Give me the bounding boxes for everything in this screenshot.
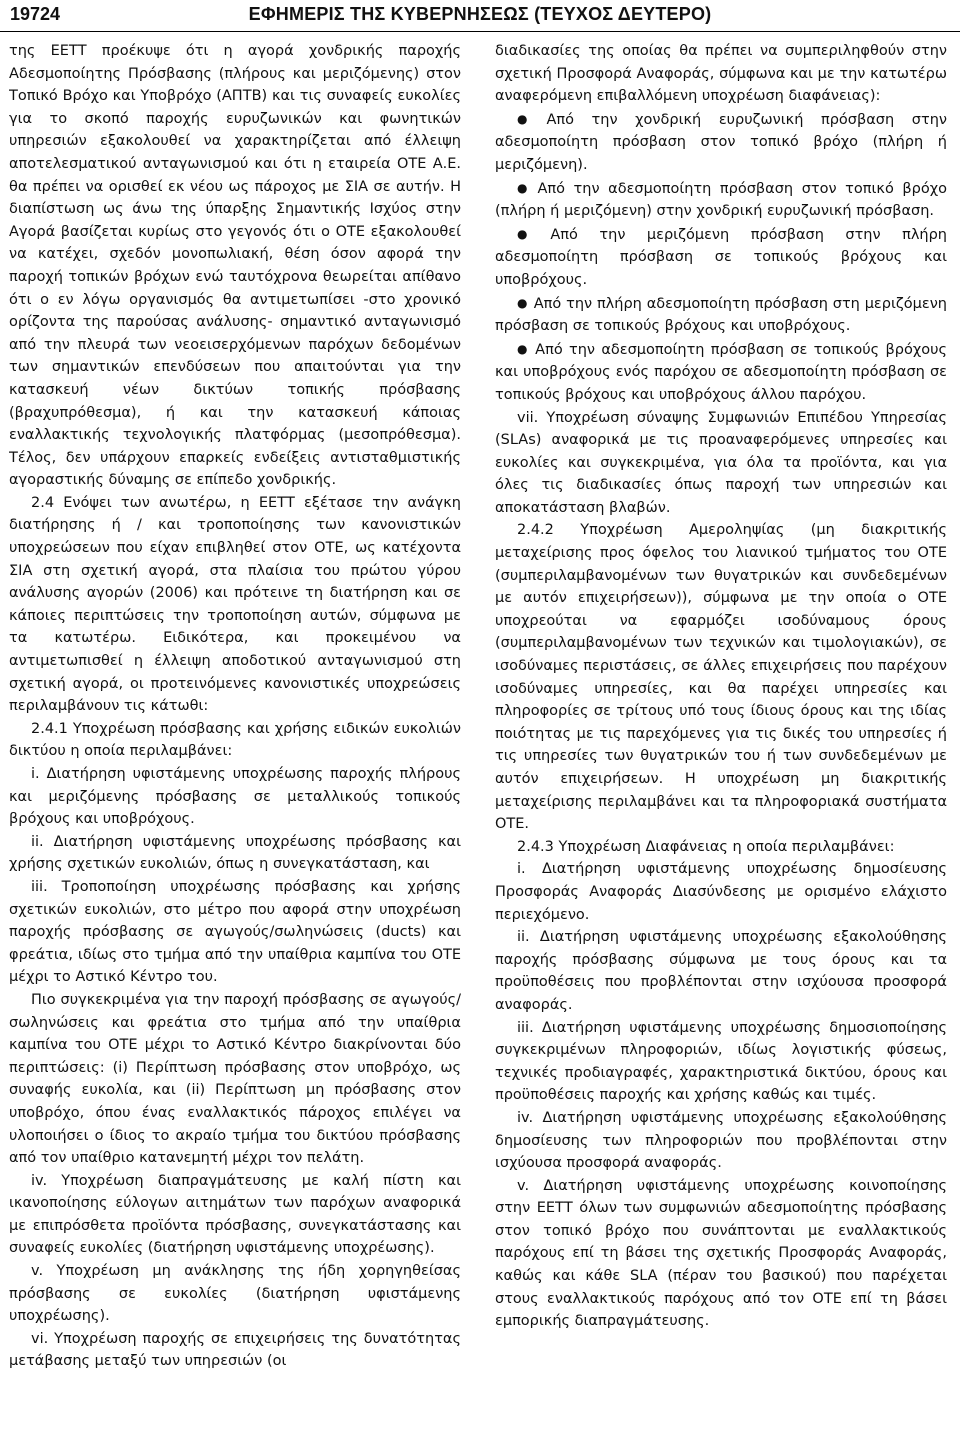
paragraph: v. Υποχρέωση μη ανάκλησης της ήδη χορηγηθείσας πρόσβασης σε ευκολίες (διατήρηση υφιστάμενης υποχρέωσης). <box>9 1263 461 1325</box>
page-number: 19724 <box>10 4 61 24</box>
paragraph: iii. Τροποποίηση υποχρέωσης πρόσβασης και χρήσης σχετικών ευκολιών, στο μέτρο που αφορά στην υποχρέωση παροχής πρόσβασης σε αγωγούς/σωληνώσεις (ducts) και φρεάτια, ιδίως στο τμήμα από την υπαίθρια καμπίνα του ΟΤΕ μέχρι το Αστικό Κέντρο του. <box>9 878 461 986</box>
left-column <box>9 40 461 1425</box>
bullet-paragraph: ● Από την αδεσμοποίητη πρόσβαση σε τοπικούς βρόχους και υποβρόχους ενός παρόχου σε αδεσμοποίητη πρόσβαση σε τοπικούς βρόχους και υποβρόχους άλλου παρόχου. <box>495 338 947 407</box>
bullet-paragraph: ● Από την μεριζόμενη πρόσβαση στην πλήρη αδεσμοποίητη πρόσβαση σε τοπικούς βρόχους και υποβρόχους. <box>495 223 947 292</box>
paragraph: ii. Διατήρηση υφιστάμενης υποχρέωσης εξακολούθησης παροχής πρόσβασης σύμφωνα με τους όρους και τα προϋποθέσεις που προβλέπονται στην ισχύουσα προσφορά αναφοράς. <box>495 929 947 1013</box>
paragraph: Πιο συγκεκριμένα για την παροχή πρόσβασης σε αγωγούς/σωληνώσεις και φρεάτια στο τμήμα από την υπαίθρια καμπίνα του ΟΤΕ μέχρι το Αστικό Κέντρο διακρίνονται δύο περιπτώσεις: (i) Περίπτωση πρόσβασης στον υποβρόχο, ως συναφής ευκολία, και (ii) Περίπτωση μη πρόσβασης στον υποβρόχο, όπου ένας εναλλακτικός πάροχος επιλέγει να υλοποιήσει ο ίδιος το ακραίο τμήμα του δικτύου πρόσβασης από τον υπαίθριο κατανεμητή μέχρι τον πελάτη. <box>9 991 461 1167</box>
paragraph: iv. Διατήρηση υφιστάμενης υποχρέωσης εξακολούθησης δημοσίευσης των πληροφοριών που προβλέπονται στην ισχύουσα προσφορά αναφοράς. <box>495 1109 947 1172</box>
paragraph: vi. Υποχρέωση παροχής σε επιχειρήσεις της δυνατότητας μετάβασης μεταξύ των υπηρεσιών (οι <box>9 1330 461 1370</box>
journal-title: ΕΦΗΜΕΡΙΣ ΤΗΣ ΚΥΒΕΡΝΗΣΕΩΣ (ΤΕΥΧΟΣ ΔΕΥΤΕΡΟ) <box>248 4 712 24</box>
paragraph: διαδικασίες της οποίας θα πρέπει να συμπεριληφθούν στην σχετική Προσφορά Αναφοράς, σύμφωνα και με την κατωτέρω αναφερόμενη επιβαλλόμενη υποχρέωση διαφάνειας): <box>495 43 947 105</box>
right-column <box>495 40 947 1425</box>
paragraph: 2.4.3 Υποχρέωση Διαφάνειας η οποία περιλαμβάνει: <box>517 838 895 855</box>
paragraph: i. Διατήρηση υφιστάμενης υποχρέωσης δημοσίευσης Προσφοράς Αναφοράς Διασύνδεσης με ορισμένο ελάχιστο περιεχόμενο. <box>495 861 947 923</box>
page-header <box>0 0 960 34</box>
paragraph: 2.4 Ενόψει των ανωτέρω, η ΕΕΤΤ εξέτασε την ανάγκη διατήρησης ή / και τροποποίησης των κανονιστικών υποχρεώσεων που είχαν επιβληθεί στον ΟΤΕ, ως κατέχοντα ΣΙΑ στη σχετική αγορά, στα πλαίσια του πρώτου γύρου ανάλυσης αγορών (2006) και πρότεινε τη διατήρηση και σε κάποιες περιπτώσεις την τροποποίηση αυτών, σύμφωνα με τα κατωτέρω. Ειδικότερα, και προκειμένου να αντιμετωπισθεί η έλλειψη αποδοτικού ανταγωνισμού στη σχετική αγορά, οι προτεινόμενες κανονιστικές υποχρεώσεις περιλαμβάνουν τις κάτωθι: <box>9 494 461 715</box>
paragraph: vii. Υποχρέωση σύναψης Συμφωνιών Επιπέδου Υπηρεσίας (SLAs) αναφορικά με τις προαναφερόμενες υπηρεσίες και ευκολίες και συγκεκριμένα, για όλα τα προϊόντα, και για όλες τις διαδικασίες όπως παροχή των υπηρεσιών και αποκατάσταση βλαβών. <box>495 409 947 516</box>
paragraph: iii. Διατήρηση υφιστάμενης υποχρέωσης δημοσιοποίησης συγκεκριμένων πληροφοριών, ιδίως λογιστικής φύσεως, τεχνικές προδιαγραφές, χαρακτηριστικά δικτύου, όρους και προϋποθέσεις παροχής και χρήσης καθώς και τιμές. <box>495 1019 947 1104</box>
paragraph: 2.4.2 Υποχρέωση Αμεροληψίας (μη διακριτικής μεταχείρισης προς όφελος του λιανικού τμήματος του ΟΤΕ (συμπεριλαμβανομένων των θυγατρικών και συνδεδεμένων με αυτόν επιχειρήσεων)), σύμφωνα με την οποία ο ΟΤΕ υποχρεούται να εφαρμόζει ισοδύναμους όρους (συμπεριλαμβανομένων των τεχνικών και τιμολογιακών), σε ισοδύναμες περιστάσεις, σε άλλες επιχειρήσεις που παρέχουν ισοδύναμες υπηρεσίες, και θα παρέχει υπηρεσίες και πληροφορίες σε τρίτους υπό τους ίδιους όρους και της ιδίας ποιότητας με τις παρεχόμενες για τις δικές του υπηρεσίες ή τις υπηρεσίες των θυγατρικών του ή των συνδεδεμένων με αυτόν επιχειρήσεων. Η υποχρέωση μη διακριτικής μεταχείρισης περιλαμβάνει και τα πληροφοριακά συστήματα ΟΤΕ. <box>495 522 947 833</box>
paragraph: iv. Υποχρέωση διαπραγμάτευσης με καλή πίστη και ικανοποίησης εύλογων αιτημάτων των παρόχων αναφορικά με επιπρόσθετα προϊόντα πρόσβασης, συνεγκατάστασης και συναφείς ευκολίες (διατήρηση υφιστάμενης υποχρέωσης). <box>9 1172 461 1257</box>
paragraph: της ΕΕΤΤ προέκυψε ότι η αγορά χονδρικής παροχής Αδεσμοποίητης Πρόσβασης (πλήρους και μεριζόμενης) στον Τοπικό Βρόχο και Υποβρόχο (ΑΠΤΒ) και τις συναφείς ευκολίες για το σκοπό παροχής ευρυζωνικών και φωνητικών υπηρεσιών εξακολουθεί να χαρακτηρίζεται από έλλειψη αποτελεσματικού ανταγωνισμού και ότι η εταιρεία ΟΤΕ Α.Ε. θα πρέπει να ορισθεί εκ νέου ως πάροχος με ΣΙΑ σε αυτήν. Η διαπίστωση ως άνω της ύπαρξης Σημαντικής Ισχύος στην Αγορά βασίζεται κυρίως στο γεγονός ότι ο ΟΤΕ εξακολουθεί να κατέχει, σχεδόν μονοπωλιακή, θέση όσον αφορά την παροχή τοπικών βρόχων ενώ ταυτόχρονα θεωρείται απίθανο ότι ο εν λόγω οργανισμός θα αντιμετωπίσει -στο χρονικό ορίζοντα της παρούσας ανάλυσης- σημαντικό ανταγωνισμό από την πλευρά των νεοεισερχόμενων παρόχων δεδομένων των σημαντικών επενδύσεων που απαιτούνται για την κατασκευή νέων δικτύων τοπικής πρόσβασης (βραχυπρόθεσμα), ή και την κατασκευή κάποιας εναλλακτικής τεχνολογικής πλατφόρμας (μεσοπρόθεσμα). Τέλος, δεν υπάρχουν επαρκείς ενδείξεις αντισταθμιστικής αγοραστικής δύναμης σε επίπεδο χονδρικής. <box>9 43 461 489</box>
paragraph: 2.4.1 Υποχρέωση πρόσβασης και χρήσης ειδικών ευκολιών δικτύου η οποία περιλαμβάνει: <box>9 720 461 760</box>
header-rule <box>0 31 960 32</box>
bullet-paragraph: ● Από την πλήρη αδεσμοποίητη πρόσβαση στη μεριζόμενη πρόσβαση σε τοπικούς βρόχους και υποβρόχους. <box>495 292 947 338</box>
bullet-paragraph: ● Από την χονδρική ευρυζωνική πρόσβαση στην αδεσμοποίητη πρόσβαση στον τοπικό βρόχο (πλήρη ή μεριζόμενη). <box>495 108 947 177</box>
bullet-paragraph: ● Από την αδεσμοποίητη πρόσβαση στον τοπικό βρόχο (πλήρη ή μεριζόμενη) στην χονδρική ευρυζωνική πρόσβαση. <box>495 177 947 223</box>
paragraph: ii. Διατήρηση υφιστάμενης υποχρέωσης πρόσβασης και χρήσης σχετικών ευκολιών, όπως η συνεγκατάσταση, και <box>9 833 461 873</box>
paragraph: i. Διατήρηση υφιστάμενης υποχρέωσης παροχής πλήρους και μεριζόμενης πρόσβασης σε μεταλλικούς τοπικούς βρόχους και υποβρόχους. <box>9 766 461 828</box>
paragraph: v. Διατήρηση υφιστάμενης υποχρέωσης κοινοποίησης στην ΕΕΤΤ όλων των συμφωνιών αδεσμοποίητης πρόσβασης στον τοπικό βρόχο που συνάπτονται με εναλλακτικούς παρόχους επί τη βάσει της σχετικής Προσφοράς Αναφοράς, καθώς και κάθε SLA (πέραν του βασικού) που παρέχεται στους εναλλακτικούς παρόχους από τον ΟΤΕ επί τη βάσει εμπορικής διαπραγμάτευσης. <box>495 1177 947 1330</box>
